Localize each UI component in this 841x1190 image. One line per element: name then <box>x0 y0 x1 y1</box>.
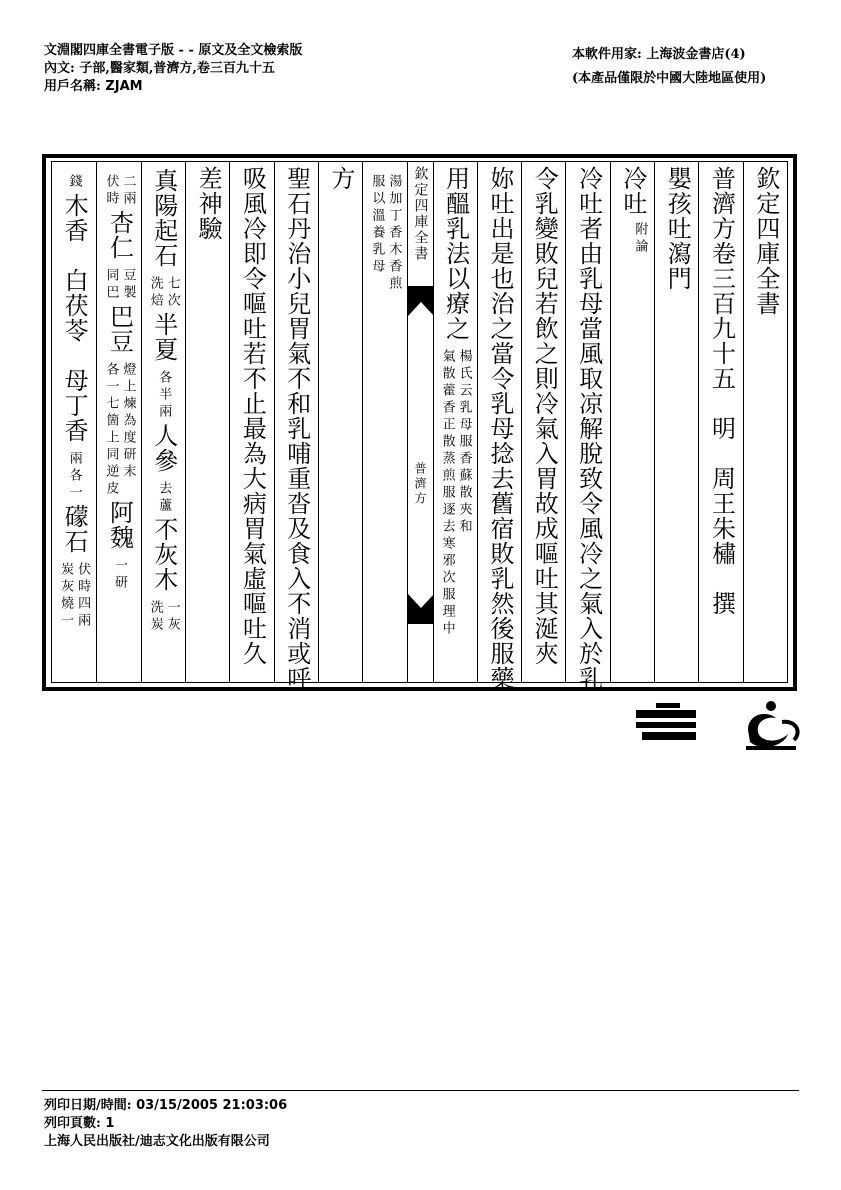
mixed-column <box>104 162 134 682</box>
heading-note: 附論 <box>632 222 648 256</box>
text-column <box>52 162 96 682</box>
column-text: 嬰孩吐瀉門 <box>663 166 692 291</box>
text-column <box>521 162 566 682</box>
annotation-left: 伏時 <box>103 174 119 208</box>
annotation-right: 湯加丁香木香煎 <box>386 174 402 293</box>
text-columns <box>51 161 788 691</box>
text-column <box>698 162 743 682</box>
text-column <box>185 162 230 682</box>
annotation-left: 洗炭 <box>147 600 163 634</box>
header-user <box>44 78 302 96</box>
region-notice: (本產品僅限於中國大陸地區使用) <box>572 71 767 86</box>
ingredient: 真陽起石 <box>149 168 178 268</box>
annotation-left: 同巴 <box>103 268 119 302</box>
annotation-pair <box>157 473 170 515</box>
text-column <box>565 162 610 691</box>
annotation-right: 錢 <box>66 174 82 191</box>
pages-value: 1 <box>105 1116 115 1131</box>
footer <box>44 1097 287 1151</box>
annotation-left: 氣散藿香正散蒸煎服逐去寒邪次服理中 <box>439 349 455 638</box>
fishtail-top-icon <box>408 286 434 316</box>
text-column <box>141 162 186 682</box>
annotation-right: 一灰 <box>164 600 180 634</box>
column-text: 冷吐者由乳母當風取凉解脫致令風冷之氣入於乳 <box>574 166 603 691</box>
column-text: 方 <box>327 166 356 191</box>
text-column <box>743 162 788 682</box>
header-title: 文淵閣四庫全書電子版 - - 原文及全文檢索版 <box>44 43 303 58</box>
publisher-logos <box>636 700 806 760</box>
annotation-right: 伏時四兩 <box>75 562 91 630</box>
fishtail-bottom-icon <box>408 594 434 624</box>
column-text: 聖石丹治小兒胃氣不和乳哺重沓及食入不消或呼 <box>282 166 311 691</box>
user-label: 用戶名稱: <box>44 79 101 94</box>
column-text: 吸風冷即令嘔吐若不止最為大病胃氣虛嘔吐久 <box>238 166 267 666</box>
column-text: 普濟方卷三百九十五 明 周王朱橚 撰 <box>707 166 736 616</box>
footer-divider <box>42 1090 799 1091</box>
pages-label: 列印頁數: <box>44 1116 101 1131</box>
annotation-pair <box>68 443 81 502</box>
print-pages <box>44 1115 287 1133</box>
ingredient: 人參 <box>149 423 178 473</box>
annotation-right: 燈上煉為度研末 <box>120 362 136 481</box>
ingredient: 不灰木 <box>149 517 178 592</box>
text-column <box>274 162 319 691</box>
mixed-column <box>59 162 89 682</box>
text-column <box>654 162 699 682</box>
publisher: 上海人民出版社/迪志文化出版有限公司 <box>44 1134 270 1149</box>
header-content-path: 內文: 子部,醫家類,普濟方,卷三百九十五 <box>44 61 275 76</box>
annotation-pair <box>104 354 134 498</box>
header-right <box>572 46 766 94</box>
text-with-annotation <box>441 162 471 682</box>
column-text: 妳吐出是也治之當令乳母捻去舊宿敗乳然後服藥 <box>485 166 514 691</box>
text-column <box>433 162 478 682</box>
annotation-left: 各一七箇上同逆皮 <box>103 362 119 498</box>
section-heading: 冷吐 <box>618 166 647 216</box>
text-column <box>477 162 522 691</box>
annotation-pair <box>59 554 89 630</box>
annotation-right: 七次 <box>164 276 180 310</box>
annotation-right: 各半兩 <box>156 370 172 421</box>
text-column <box>362 162 407 682</box>
heading-with-note <box>619 162 646 682</box>
ingredient: 礞石 <box>60 504 89 554</box>
print-label: 列印日期/時間: <box>44 1098 132 1113</box>
annotation-pair <box>68 166 81 191</box>
annotation-right: 二兩 <box>120 174 136 208</box>
text-column <box>96 162 141 682</box>
page-frame <box>42 154 797 691</box>
ingredient: 杏仁 <box>105 210 134 260</box>
book-logo-icon <box>636 703 696 740</box>
column-text: 用醞乳法以療之 <box>441 166 470 341</box>
annotation-left: 炭灰燒一 <box>58 562 74 630</box>
ingredient: 半夏 <box>149 312 178 362</box>
text-column <box>229 162 274 682</box>
annotation-pair <box>441 341 471 638</box>
fold-subtitle: 普濟方 <box>413 462 427 507</box>
text-column <box>318 162 363 682</box>
ingredient: 阿魏 <box>105 500 134 550</box>
annotation-left: 洗焙 <box>147 276 163 310</box>
annotation-right: 兩各一 <box>66 451 82 502</box>
fold-title: 欽定四庫全書 <box>412 166 429 262</box>
user-value: ZJAM <box>105 79 143 94</box>
annotation-right: 去蘆 <box>156 481 172 515</box>
print-value: 03/15/2005 21:03:06 <box>136 1098 288 1113</box>
annotation-right: 豆製 <box>120 268 136 302</box>
header-left <box>44 42 302 96</box>
ingredient: 木香 白茯苓 母丁香 <box>60 193 89 443</box>
annotation-right: 一研 <box>111 558 127 592</box>
annotation-pair <box>104 166 134 208</box>
annotation-pair <box>370 162 400 682</box>
column-text: 令乳變敗兒若飲之則冷氣入胃故成嘔吐其涎夾 <box>530 166 559 666</box>
swirl-logo-icon <box>746 701 798 750</box>
annotation-left: 服以溫養乳母 <box>369 174 385 276</box>
annotation-pair <box>149 592 179 634</box>
annotation-pair <box>149 268 179 310</box>
print-datetime <box>44 1097 287 1115</box>
fold-column <box>407 162 434 682</box>
ingredient: 巴豆 <box>105 304 134 354</box>
mixed-column <box>149 162 179 682</box>
licensee: 本軟件用家: 上海波金書店(4) <box>572 47 746 62</box>
column-text: 差神驗 <box>194 166 223 241</box>
annotation-pair <box>104 260 134 302</box>
column-text: 欽定四庫全書 <box>751 166 780 316</box>
annotation-pair <box>113 550 126 592</box>
annotation-pair <box>157 362 170 421</box>
annotation-right: 楊氏云乳母服香蘇散夾和 <box>456 349 472 536</box>
text-column <box>610 162 655 682</box>
